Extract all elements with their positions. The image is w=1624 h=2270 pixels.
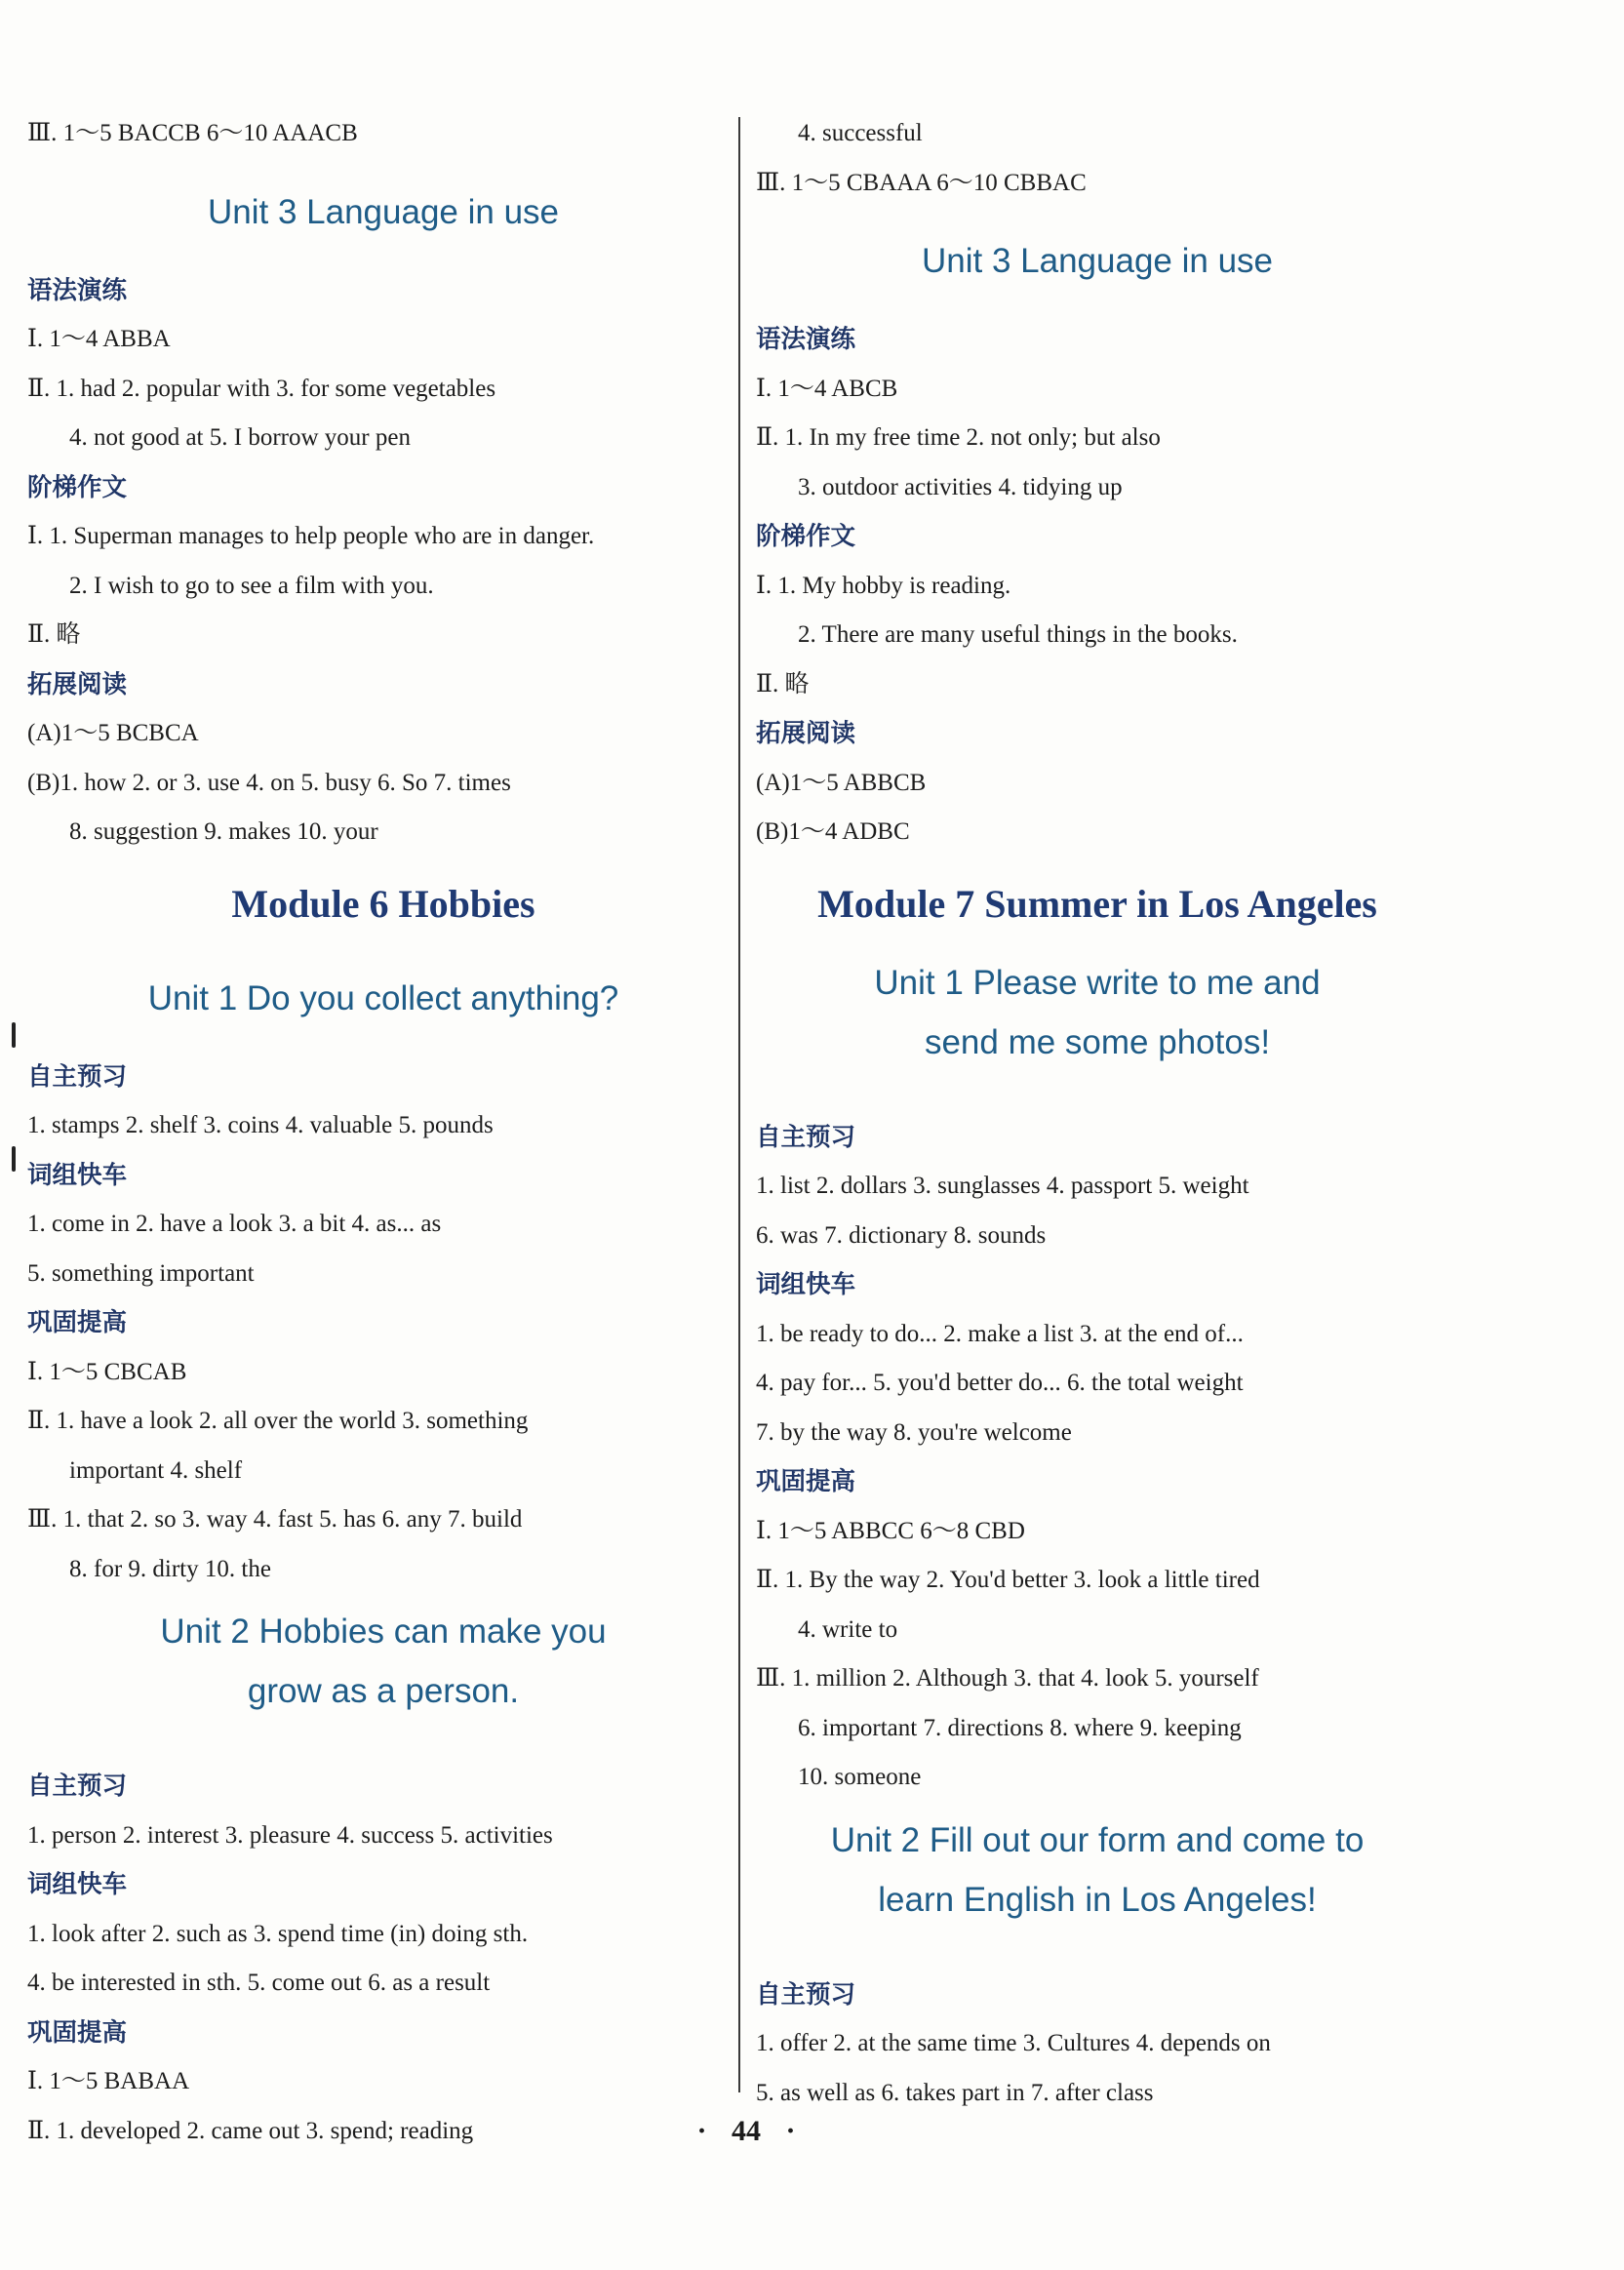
answer-line: important 4. shelf	[69, 1456, 243, 1484]
answer-line: Ⅰ. 1～4 ABCB	[756, 375, 898, 402]
section-heading: 阶梯作文	[27, 472, 128, 502]
answer-line: (A)1～5 ABBCB	[756, 769, 927, 796]
answer-line: 1. offer 2. at the same time 3. Cultures 4. depends on	[756, 2030, 1271, 2056]
answer-line: 5. as well as 6. takes part in 7. after class	[756, 2079, 1154, 2106]
section-heading: 语法演练	[27, 275, 128, 305]
answer-line: Ⅲ. 1. million 2. Although 3. that 4. look 5. yourself	[756, 1665, 1259, 1692]
answer-line: Ⅱ. 1. had 2. popular with 3. for some vegetables	[27, 375, 496, 402]
answer-line: Ⅲ. 1～5 BACCB 6～10 AAACB	[27, 120, 358, 146]
answer-line: 6. was 7. dictionary 8. sounds	[756, 1221, 1047, 1249]
module-title: Module 7 Summer in Los Angeles	[817, 881, 1377, 926]
answer-line: Ⅱ. 略	[756, 670, 810, 697]
answer-line: Ⅱ. 1. developed 2. came out 3. spend; reading	[27, 2117, 474, 2144]
answer-line: Ⅰ. 1～5 CBCAB	[27, 1358, 187, 1385]
unit-title	[756, 1803, 1439, 1971]
answer-line: 1. be ready to do... 2. make a list 3. at the end of...	[756, 1320, 1244, 1347]
section-heading: 词组快车	[756, 1270, 856, 1299]
section-heading: 自主预习	[756, 1122, 856, 1152]
section-heading: 阶梯作文	[756, 522, 856, 551]
section-heading: 巩固提高	[27, 1308, 128, 1337]
answer-line: Ⅲ. 1. that 2. so 3. way 4. fast 5. has 6. any 7. build	[27, 1506, 523, 1533]
margin-mark	[12, 1022, 16, 1048]
answer-line: 7. by the way 8. you're welcome	[756, 1418, 1072, 1446]
answer-line: 2. I wish to go to see a film with you.	[69, 572, 434, 599]
answer-line: 5. something important	[27, 1259, 255, 1287]
margin-mark	[12, 1146, 16, 1172]
right-column	[756, 109, 1439, 2118]
section-heading: 自主预习	[756, 1979, 856, 2010]
left-column	[27, 109, 739, 2156]
unit-title-line: learn English in Los Angeles!	[878, 1880, 1317, 1919]
answer-line: 6. important 7. directions 8. where 9. keeping	[798, 1714, 1242, 1741]
answer-line: 8. suggestion 9. makes 10. your	[69, 818, 378, 845]
answer-line: Ⅰ. 1～5 ABBCC 6～8 CBD	[756, 1517, 1025, 1544]
answer-line: Ⅱ. 1. By the way 2. You'd better 3. look a little tired	[756, 1567, 1260, 1593]
module-title: Module 6 Hobbies	[231, 881, 535, 926]
answer-line: 1. person 2. interest 3. pleasure 4. success 5. activities	[27, 1821, 553, 1849]
answer-line: 4. write to	[798, 1615, 898, 1643]
answer-line: Ⅱ. 1. In my free time 2. not only; but also	[756, 424, 1161, 451]
answer-line: Ⅰ. 1～4 ABBA	[27, 326, 171, 352]
section-heading: 词组快车	[27, 1870, 128, 1899]
answer-line: Ⅱ. 略	[27, 621, 81, 648]
answer-line: 1. come in 2. have a look 3. a bit 4. as... as	[27, 1211, 442, 1237]
section-heading: 自主预习	[27, 1772, 128, 1801]
answer-line: (B)1～4 ADBC	[756, 818, 910, 845]
unit-title-line: Unit 2 Fill out our form and come to	[830, 1820, 1365, 1859]
page-number-dot: ·	[696, 2115, 707, 2147]
answer-line: (B)1. how 2. or 3. use 4. on 5. busy 6. So 7. times	[27, 769, 511, 796]
answer-line: Ⅰ. 1. My hobby is reading.	[756, 572, 1011, 599]
section-heading: 拓展阅读	[27, 669, 128, 699]
section-heading: 词组快车	[27, 1160, 128, 1190]
answer-line: 8. for 9. dirty 10. the	[69, 1555, 271, 1582]
page-number-dot: ·	[785, 2115, 796, 2147]
answer-line: 4. successful	[798, 120, 923, 146]
answer-line: Ⅰ. 1. Superman manages to help people who are in danger.	[27, 523, 595, 549]
page-number-value: 44	[732, 2115, 761, 2147]
unit-title: Unit 1 Do you collect anything?	[147, 978, 619, 1017]
answer-line: 1. stamps 2. shelf 3. coins 4. valuable 5. pounds	[27, 1112, 494, 1138]
unit-title-line: send me some photos!	[924, 1022, 1271, 1061]
answer-line: 3. outdoor activities 4. tidying up	[798, 473, 1123, 500]
unit-title: Unit 3 Language in use	[208, 192, 559, 231]
answer-line: 4. pay for... 5. you'd better do... 6. the total weight	[756, 1370, 1244, 1396]
unit-title-line: Unit 1 Please write to me and	[874, 963, 1321, 1002]
answer-line: (A)1～5 BCBCA	[27, 720, 199, 746]
answer-line: 4. not good at 5. I borrow your pen	[69, 424, 411, 451]
answer-line: 1. list 2. dollars 3. sunglasses 4. passport 5. weight	[756, 1173, 1249, 1199]
answer-line: Ⅲ. 1～5 CBAAA 6～10 CBBAC	[756, 169, 1087, 196]
section-heading: 语法演练	[756, 325, 856, 354]
unit-title	[27, 1594, 739, 1762]
unit-title	[756, 945, 1439, 1113]
section-heading: 巩固提高	[27, 2017, 128, 2048]
unit-title-line: Unit 2 Hobbies can make you	[160, 1613, 607, 1651]
section-heading: 自主预习	[27, 1061, 128, 1092]
answer-line: 10. someone	[798, 1764, 922, 1790]
page-number	[0, 2115, 1492, 2148]
answer-line: 1. look after 2. such as 3. spend time (in) doing sth.	[27, 1920, 529, 1947]
section-heading: 巩固提高	[756, 1467, 856, 1496]
answer-line: Ⅱ. 1. have a look 2. all over the world 3. something	[27, 1408, 529, 1434]
unit-title: Unit 3 Language in use	[922, 242, 1273, 280]
answer-line: 2. There are many useful things in the books.	[798, 621, 1238, 648]
unit-title-line: grow as a person.	[247, 1672, 520, 1710]
answer-line: Ⅰ. 1～5 BABAA	[27, 2068, 190, 2094]
section-heading: 拓展阅读	[756, 719, 856, 748]
answer-line: 4. be interested in sth. 5. come out 6. as a result	[27, 1970, 491, 1996]
